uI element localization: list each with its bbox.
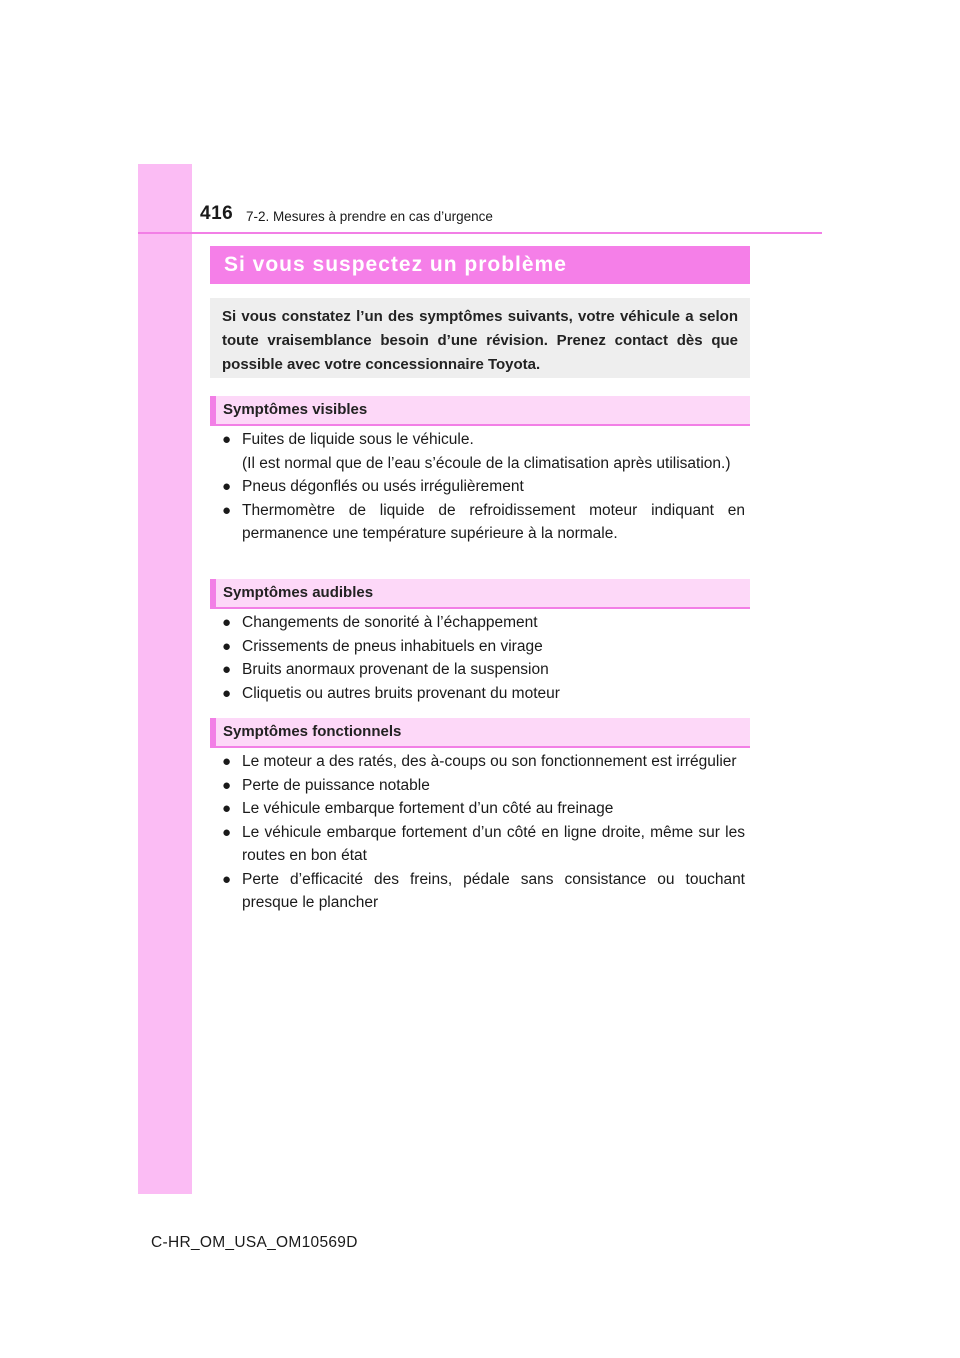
section-heading-label: Symptômes visibles	[223, 401, 368, 418]
list-item-text: Fuites de liquide sous le véhicule.	[242, 431, 474, 448]
list-item-text: Pneus dégonflés ou usés irrégulièrement	[242, 478, 524, 495]
list-item-text: Cliquetis ou autres bruits provenant du moteur	[242, 684, 560, 702]
bullet-icon: ●	[222, 753, 232, 770]
section-heading-audibles	[210, 579, 750, 609]
list-item-text: Thermomètre de liquide de refroidissement moteur indiquant en permanence une température supérieure à la normale.	[242, 501, 745, 542]
list-item	[222, 868, 745, 915]
section-reference: 7-2. Mesures à prendre en cas d’urgence	[246, 209, 493, 224]
list-item	[222, 635, 745, 659]
side-tab	[138, 164, 192, 1194]
list-item	[222, 821, 745, 868]
list-item-text: Crissements de pneus inhabituels en virage	[242, 637, 543, 655]
list-item	[222, 499, 745, 546]
bullet-icon: ●	[222, 800, 232, 817]
bullet-icon: ●	[222, 684, 232, 702]
document-code: C-HR_OM_USA_OM10569D	[151, 1234, 358, 1251]
list-item-text: Le véhicule embarque fortement d’un côté au freinage	[242, 800, 614, 817]
bullet-icon: ●	[222, 637, 232, 655]
list-item-text: Changements de sonorité à l’échappement	[242, 614, 538, 631]
list-item-text: Bruits anormaux provenant de la suspension	[242, 661, 549, 678]
list-fonctionnels	[222, 750, 745, 915]
list-item	[222, 682, 745, 706]
section-heading-fonctionnels	[210, 718, 750, 748]
section-heading-label: Symptômes fonctionnels	[223, 723, 402, 740]
page-number: 416	[200, 203, 234, 224]
list-item	[222, 658, 745, 682]
bullet-icon: ●	[222, 614, 232, 631]
section-heading-visibles	[210, 396, 750, 426]
list-item-note: (Il est normal que de l’eau s’écoule de la climatisation après utilisation.)	[242, 454, 731, 472]
header-rule	[138, 232, 822, 234]
list-item-text: Perte d’efficacité des freins, pédale sans consistance ou touchant presque le plancher	[242, 870, 745, 911]
list-item	[222, 475, 745, 499]
bullet-icon: ●	[222, 776, 232, 794]
section-heading-label: Symptômes audibles	[223, 584, 374, 601]
list-visibles	[222, 428, 745, 546]
bullet-icon: ●	[222, 661, 232, 678]
bullet-icon: ●	[222, 478, 232, 495]
list-item-text: Perte de puissance notable	[242, 776, 430, 794]
bullet-icon: ●	[222, 870, 232, 888]
title-bar	[210, 246, 750, 284]
intro-box	[210, 298, 750, 378]
bullet-icon: ●	[222, 823, 232, 841]
list-item	[222, 428, 745, 475]
bullet-icon: ●	[222, 431, 232, 448]
bullet-icon: ●	[222, 501, 232, 519]
list-item-text: Le véhicule embarque fortement d’un côté en ligne droite, même sur les routes en bon état	[242, 823, 745, 864]
list-item	[222, 611, 745, 635]
list-item	[222, 750, 745, 774]
list-item-text: Le moteur a des ratés, des à-coups ou son fonctionnement est irrégulier	[242, 753, 737, 770]
list-audibles	[222, 611, 745, 705]
intro-text: Si vous constatez l’un des symptômes suivants, votre véhicule a selon toute vraisemblance besoin d’une révision. Prenez contact dès que possible avec votre concessionnaire Toyota.	[222, 308, 738, 373]
list-item	[222, 797, 745, 821]
page-title: Si vous suspectez un problème	[224, 253, 567, 276]
list-item	[222, 774, 745, 798]
